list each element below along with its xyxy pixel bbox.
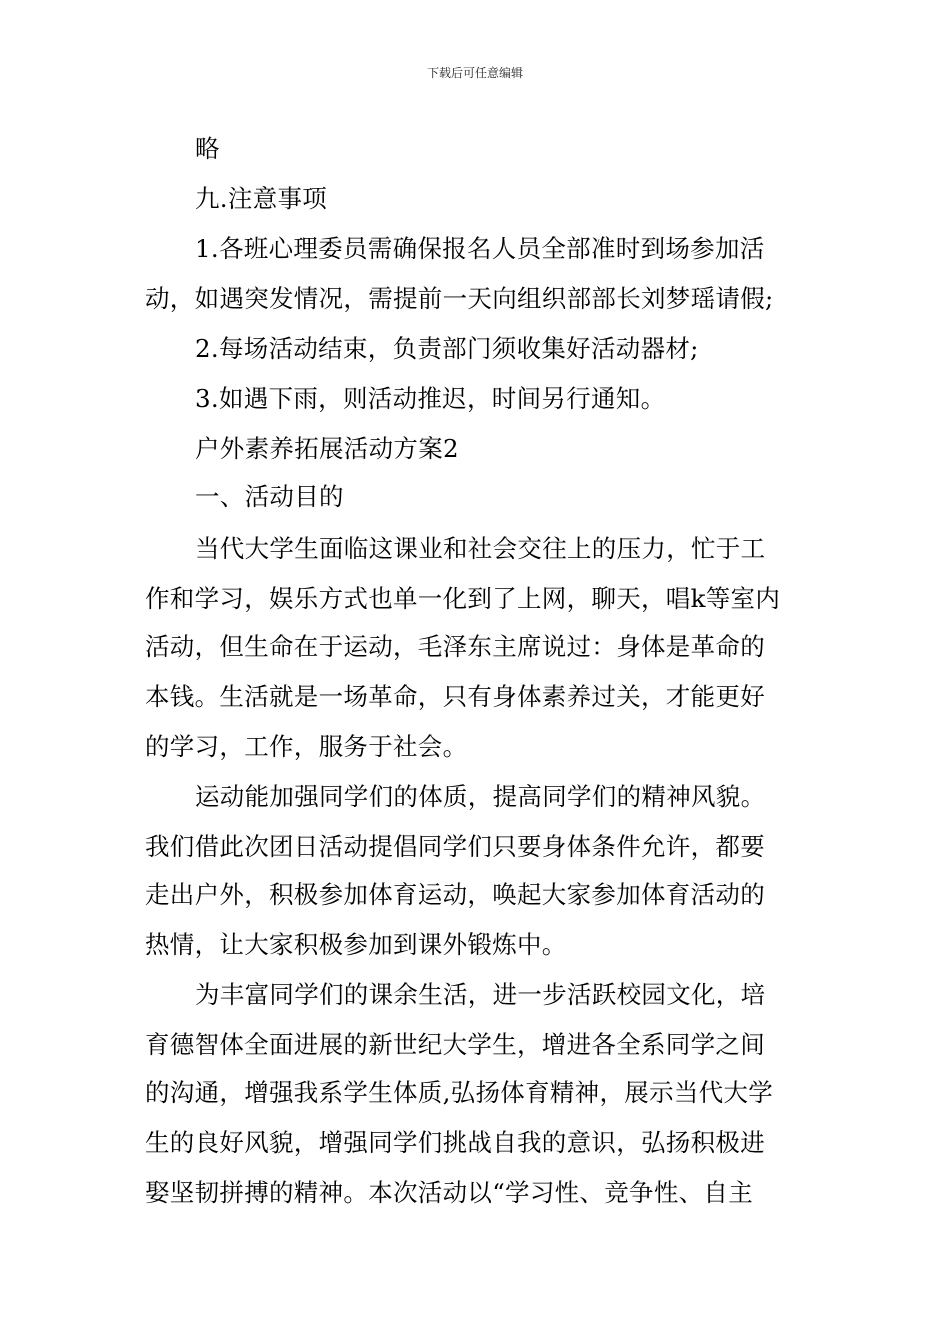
header-note: 下载后可任意编辑 xyxy=(426,66,523,80)
paragraph-line: 为丰富同学们的课余生活，进一步活跃校园文化，培 xyxy=(195,980,766,1009)
document-title: 户外素养拓展活动方案2 xyxy=(195,434,459,463)
paragraph-line: 1.各班心理委员需确保报名人员全部准时到场参加活 xyxy=(195,234,765,263)
paragraph-line: 当代大学生面临这课业和社会交往上的压力，忙于工 xyxy=(195,534,766,563)
paragraph-line: 略 xyxy=(195,134,220,163)
paragraph-line: 动，如遇突发情况，需提前一天向组织部部长刘梦瑶请假; xyxy=(145,284,774,313)
paragraph-line: 娶坚韧拼搏的精神。本次活动以“学习性、竞争性、自主 xyxy=(145,1178,754,1207)
paragraph-line: 走出户外，积极参加体育运动，唤起大家参加体育活动的 xyxy=(145,880,765,909)
paragraph-line: 热情，让大家积极参加到课外锻炼中。 xyxy=(145,930,567,959)
paragraph-line: 3.如遇下雨，则活动推迟，时间另行通知。 xyxy=(195,384,666,413)
paragraph-line: 生的良好风貌，增强同学们挑战自我的意识，弘扬积极进 xyxy=(145,1128,765,1157)
paragraph-line: 我们借此次团日活动提倡同学们只要身体条件允许，都要 xyxy=(145,832,765,861)
paragraph-line: 运动能加强同学们的体质，提高同学们的精神风貌。 xyxy=(195,782,766,811)
paragraph-line: 的学习，工作，服务于社会。 xyxy=(145,732,468,761)
paragraph-line: 育德智体全面进展的新世纪大学生，增进各全系同学之间 xyxy=(145,1030,765,1059)
section-heading: 一、活动目的 xyxy=(195,482,344,511)
paragraph-line: 的沟通，增强我系学生体质,弘扬体育精神，展示当代大学 xyxy=(145,1078,774,1107)
section-heading: 九.注意事项 xyxy=(195,184,328,213)
paragraph-line: 本钱。生活就是一场革命，只有身体素养过关，才能更好 xyxy=(145,682,765,711)
paragraph-line: 活动，但生命在于运动，毛泽东主席说过：身体是革命的 xyxy=(145,632,765,661)
paragraph-line: 2.每场活动结束，负责部门须收集好活动器材; xyxy=(195,334,699,363)
paragraph-line: 作和学习，娱乐方式也单一化到了上网，聊天，唱k等室内 xyxy=(145,584,781,613)
